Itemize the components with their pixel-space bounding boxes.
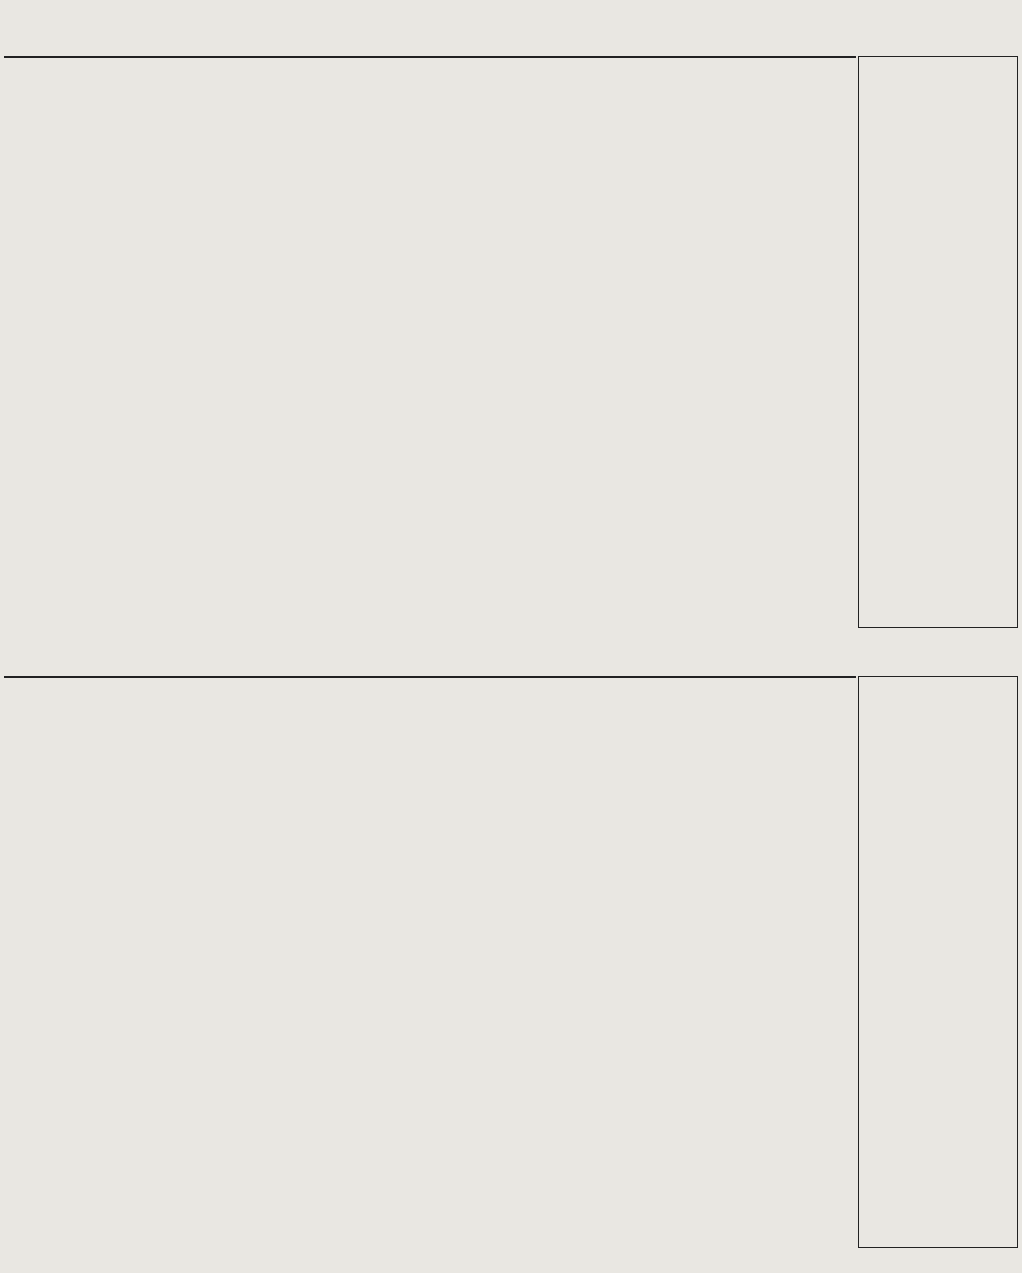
section1-title bbox=[355, 28, 377, 52]
notes-box-1 bbox=[858, 56, 1018, 628]
divider bbox=[4, 56, 856, 58]
section2-title bbox=[355, 648, 377, 672]
timetable-pforzheim-wildbad bbox=[4, 56, 856, 58]
notes-box-2 bbox=[858, 676, 1018, 1248]
timetable-wildbad-pforzheim bbox=[4, 676, 856, 678]
divider bbox=[4, 676, 856, 678]
